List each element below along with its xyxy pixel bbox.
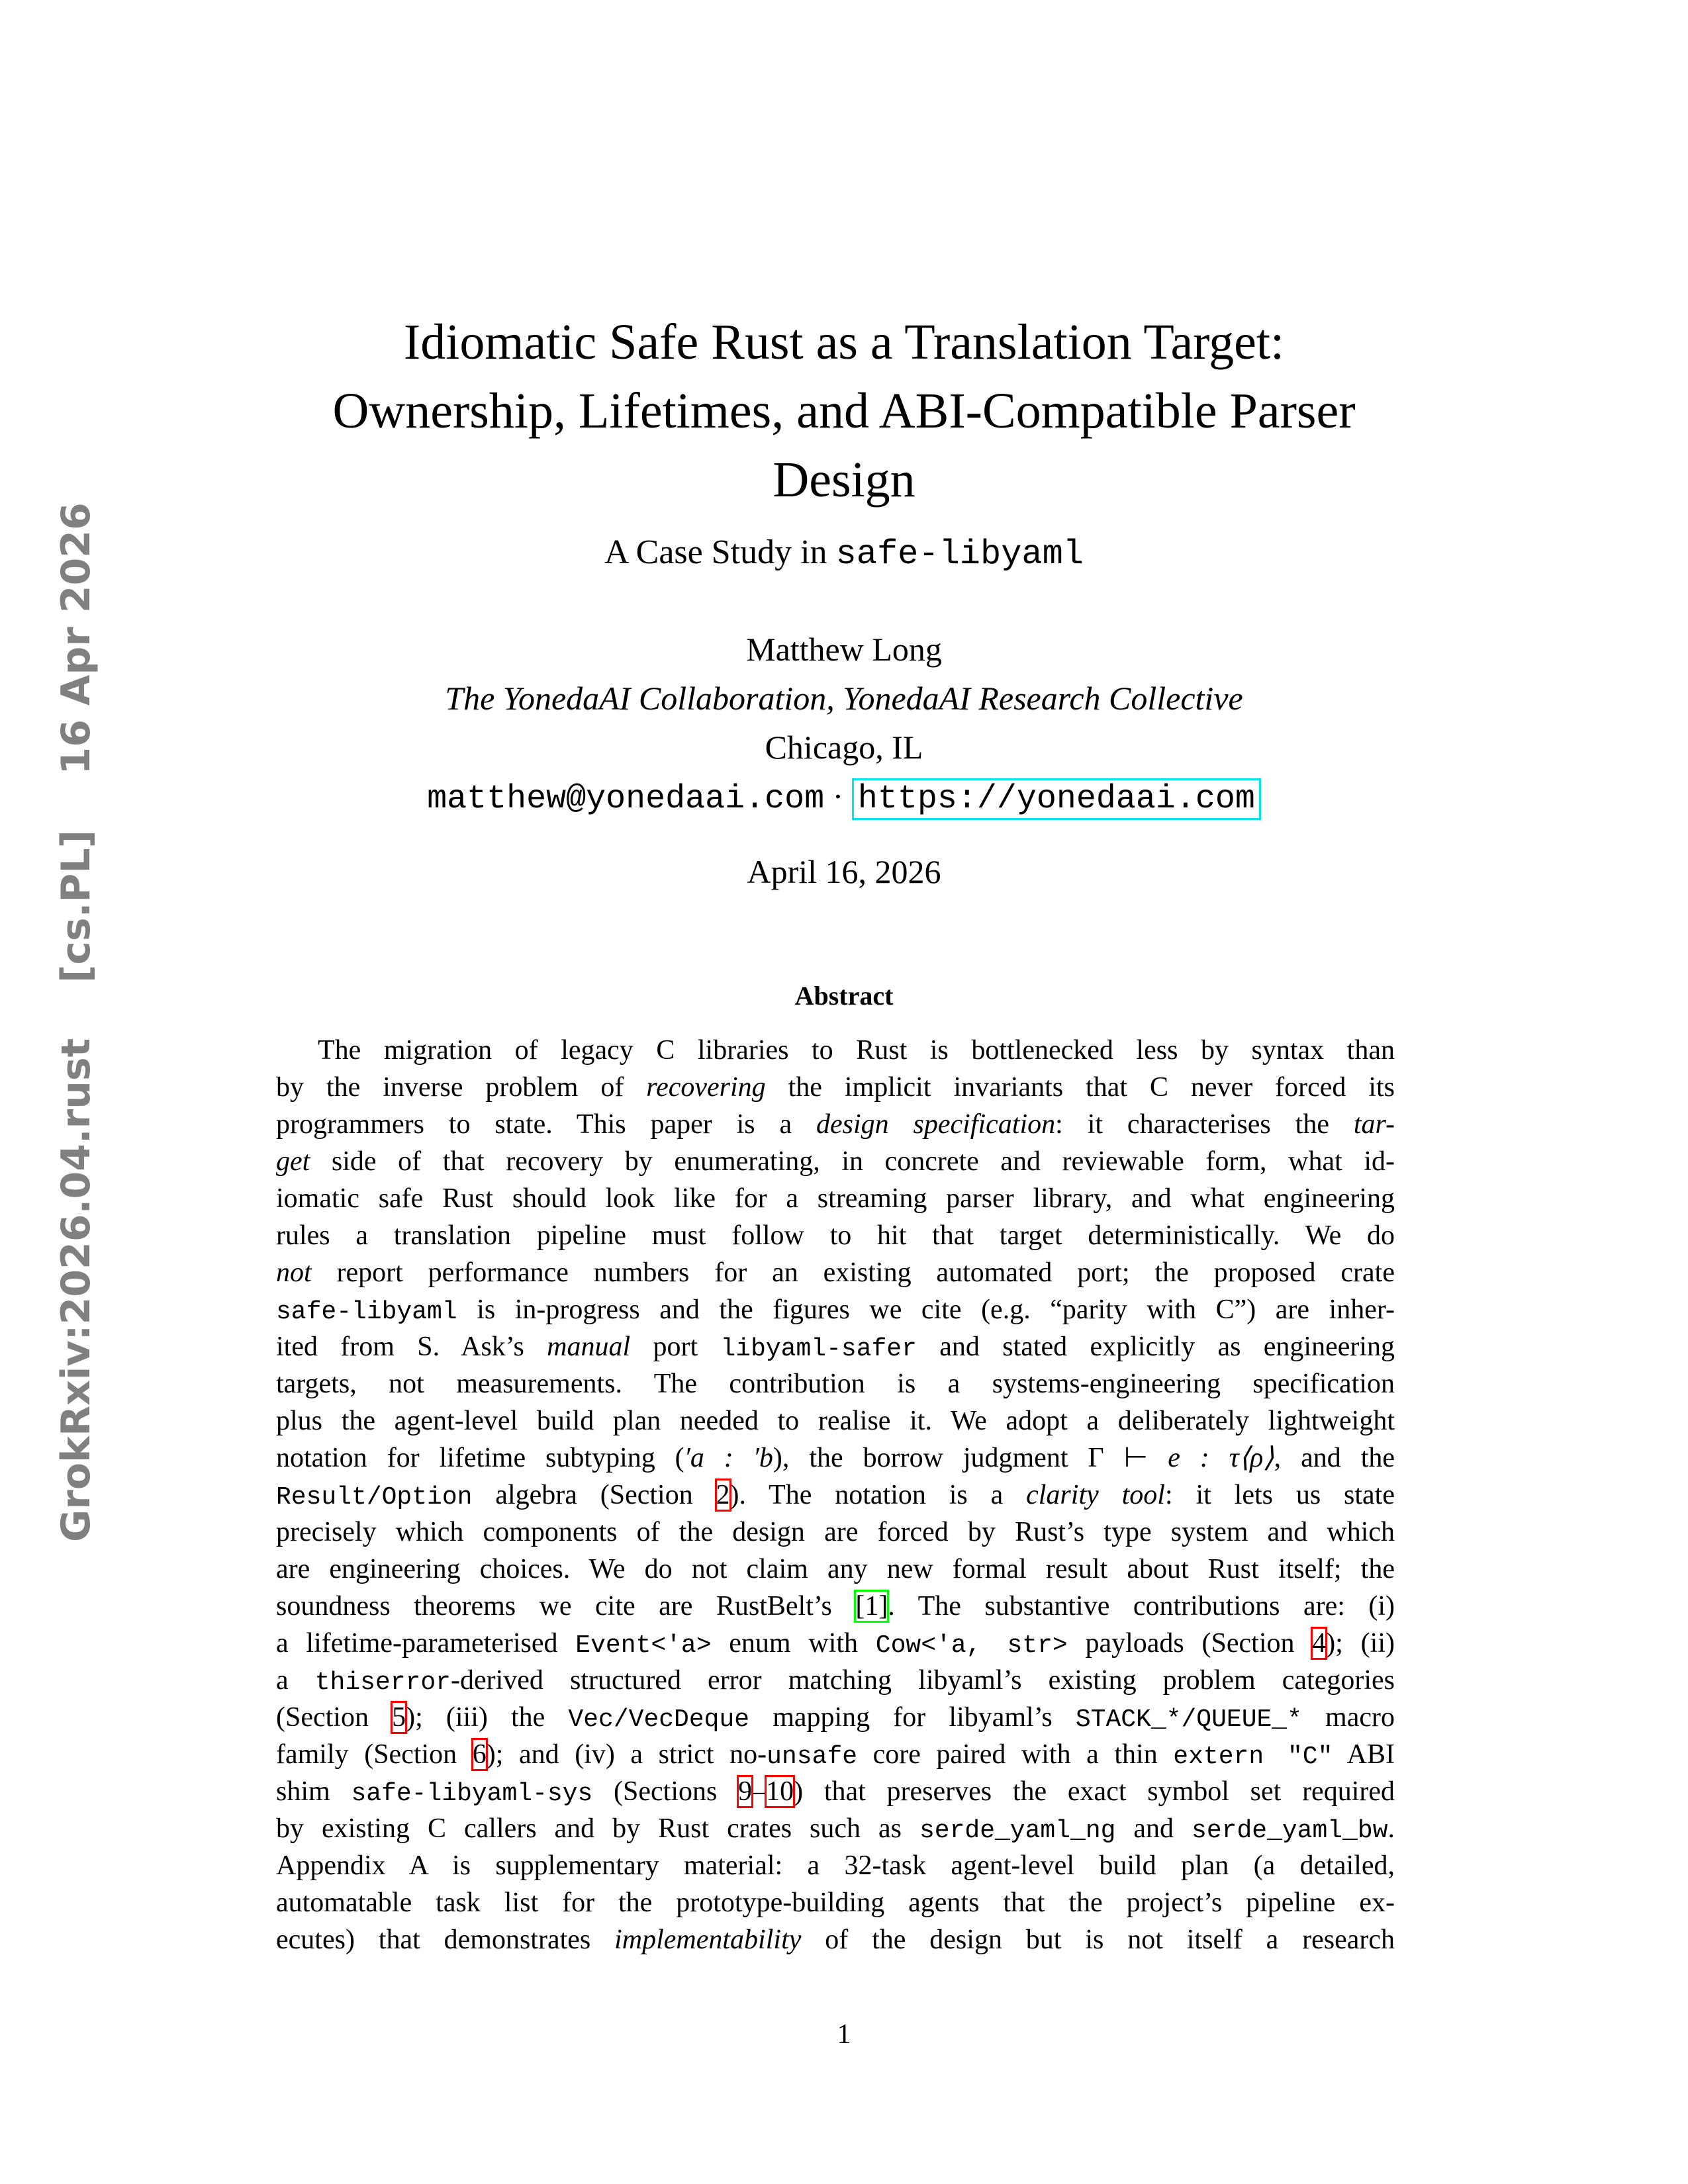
abstract-text: rules a translation pipeline must follow to hit that target deterministically. We do: [276, 1220, 1395, 1251]
abstract-text: (Section: [276, 1702, 393, 1733]
abstract-line: [276, 1032, 1395, 1069]
paper-subtitle: [0, 533, 1688, 574]
inline-code: STACK_*/QUEUE_*: [1075, 1706, 1302, 1734]
abstract-line: [276, 1143, 1395, 1180]
abstract-line: [276, 1662, 1395, 1699]
abstract-text: manual: [547, 1332, 631, 1362]
abstract-text: get: [276, 1146, 310, 1177]
abstract-text: enum with: [711, 1628, 876, 1659]
abstract-text: not: [276, 1257, 312, 1288]
abstract-text: port: [630, 1332, 721, 1362]
abstract-line: [276, 1439, 1395, 1477]
abstract-text: is in-progress and the figures we cite (e.g. “parity with C”) are inher-: [457, 1295, 1395, 1325]
abstract-line: [276, 1069, 1395, 1106]
abstract-text: plus the agent-level build plan needed to realise it. We adopt a deliberately lightweight: [276, 1406, 1395, 1436]
abstract-body: [276, 1032, 1395, 1958]
abstract-text: precisely which components of the design are forced by Rust’s type system and which: [276, 1517, 1395, 1547]
abstract-text: macro: [1301, 1702, 1395, 1733]
inline-code: safe-libyaml-sys: [351, 1780, 593, 1808]
abstract-text: design specification: [816, 1109, 1056, 1140]
abstract-line: [276, 1365, 1395, 1402]
abstract-text: ). The notation is a: [729, 1480, 1027, 1510]
abstract-text: by existing C callers and by Rust crates such as: [276, 1813, 919, 1844]
abstract-text: targets, not measurements. The contribution is a systems-engineering specification: [276, 1369, 1395, 1399]
section-ref-link[interactable]: 4: [1312, 1628, 1327, 1659]
citation-link[interactable]: [1]: [855, 1591, 888, 1621]
section-ref-link[interactable]: 5: [392, 1702, 406, 1733]
abstract-text: (Sections: [592, 1776, 739, 1807]
abstract-line: [276, 1402, 1395, 1439]
inline-code: safe-libyaml: [276, 1298, 457, 1326]
abstract-text: algebra (Section: [472, 1480, 716, 1510]
abstract-text: . The substantive contributions are: (i): [888, 1591, 1395, 1621]
abstract-text: are engineering choices. We do not claim any new formal result about Rust itself; the: [276, 1554, 1395, 1584]
abstract-text: Appendix A is supplementary material: a 32-task agent-level build plan (a detailed,: [276, 1850, 1395, 1881]
abstract-text: a lifetime-parameterised: [276, 1628, 576, 1659]
inline-code: libyaml-safer: [720, 1335, 917, 1363]
abstract-line: [276, 1106, 1395, 1143]
arxiv-sidebar-stamp: GrokRxiv:2026.04.rust [cs.PL] 16 Apr 2026: [53, 502, 99, 1542]
abstract-line: [276, 1699, 1395, 1736]
abstract-text: implementability: [614, 1925, 802, 1955]
inline-code: Vec/VecDeque: [568, 1706, 750, 1734]
abstract-text: iomatic safe Rust should look like for a streaming parser library, and what engineering: [276, 1183, 1395, 1214]
abstract-text: shim: [276, 1776, 352, 1807]
abstract-text: ); (iii) the: [406, 1702, 569, 1733]
paper-date: April 16, 2026: [747, 853, 941, 890]
abstract-text: ABI: [1333, 1739, 1395, 1770]
inline-code: serde_yaml_ng: [919, 1817, 1116, 1845]
abstract-line: [276, 1625, 1395, 1662]
abstract-text: : it characterises the: [1055, 1109, 1354, 1140]
abstract-line: [276, 1254, 1395, 1291]
abstract-text: by the inverse problem of: [276, 1072, 647, 1103]
abstract-text: -derived structured error matching libyaml’s existing problem categories: [450, 1665, 1395, 1696]
inline-code: extern "C": [1173, 1743, 1333, 1771]
title-line: Design: [773, 452, 915, 508]
page-number: 1: [837, 2019, 851, 2050]
separator: ·: [824, 778, 852, 815]
abstract-line: [276, 1810, 1395, 1847]
abstract-text: ); (ii): [1326, 1628, 1395, 1659]
section-ref-link[interactable]: 2: [716, 1480, 730, 1510]
abstract-text: automatable task list for the prototype-building agents that the project’s pipeline ex-: [276, 1888, 1395, 1918]
abstract-line: [276, 1847, 1395, 1884]
abstract-line: [276, 1588, 1395, 1625]
abstract-text: .: [1387, 1813, 1395, 1844]
abstract-text: ited from S. Ask’s: [276, 1332, 547, 1362]
abstract-text: payloads (Section: [1067, 1628, 1313, 1659]
abstract-line: [276, 1477, 1395, 1514]
section-ref-link[interactable]: 10: [766, 1776, 794, 1807]
abstract-text: and stated explicitly as engineering: [916, 1332, 1395, 1362]
subtitle-code: safe-libyaml: [835, 535, 1084, 574]
abstract-heading: Abstract: [794, 981, 894, 1011]
inline-code: serde_yaml_bw: [1192, 1817, 1388, 1845]
abstract-text: ′a : ′b: [684, 1443, 773, 1473]
abstract-text: : it lets us state: [1164, 1480, 1395, 1510]
author-location: Chicago, IL: [765, 729, 923, 766]
abstract-text: notation for lifetime subtyping (: [276, 1443, 684, 1473]
abstract-text: recovering: [646, 1072, 766, 1103]
paper-title: [0, 308, 1688, 514]
section-ref-link[interactable]: 9: [738, 1776, 753, 1807]
abstract-text: the implicit invariants that C never forced its: [765, 1072, 1395, 1103]
inline-code: unsafe: [767, 1743, 857, 1771]
abstract-text: ); and (iv) a strict no-: [486, 1739, 767, 1770]
author-url-link[interactable]: https://yonedaai.com: [852, 778, 1261, 820]
author-name: Matthew Long: [746, 631, 942, 668]
abstract-text: of the design but is not itself a research: [801, 1925, 1395, 1955]
abstract-line: [276, 1180, 1395, 1217]
abstract-line: [276, 1773, 1395, 1810]
abstract-text: ) that preserves the exact symbol set required: [794, 1776, 1395, 1807]
abstract-line: [276, 1921, 1395, 1958]
inline-code: Event<′a>: [575, 1631, 712, 1660]
abstract-line: [276, 1217, 1395, 1254]
abstract-line: [276, 1328, 1395, 1365]
author-block: [0, 625, 1688, 824]
inline-code: thiserror: [314, 1668, 451, 1697]
abstract-text: and: [1115, 1813, 1192, 1844]
abstract-text: –: [752, 1776, 767, 1807]
abstract-line: [276, 1514, 1395, 1551]
abstract-text: The migration of legacy C libraries to Rust is bottlenecked less by syntax than: [318, 1035, 1395, 1066]
abstract-text: a: [276, 1665, 315, 1696]
abstract-text: , and the: [1274, 1443, 1395, 1473]
abstract-line: [276, 1736, 1395, 1773]
section-ref-link[interactable]: 6: [472, 1739, 487, 1770]
abstract-line: [276, 1884, 1395, 1921]
abstract-text: ecutes) that demonstrates: [276, 1925, 615, 1955]
abstract-text: report performance numbers for an existing automated port; the proposed crate: [311, 1257, 1395, 1288]
abstract-text: mapping for libyaml’s: [749, 1702, 1076, 1733]
abstract-text: tar-: [1353, 1109, 1395, 1140]
abstract-text: family (Section: [276, 1739, 473, 1770]
abstract-text: programmers to state. This paper is a: [276, 1109, 817, 1140]
abstract-line: [276, 1551, 1395, 1588]
title-line: Idiomatic Safe Rust as a Translation Target:: [403, 314, 1285, 370]
author-email[interactable]: matthew@yonedaai.com: [427, 780, 825, 818]
abstract-text: core paired with a thin: [857, 1739, 1174, 1770]
inline-code: Cow<′a, str>: [875, 1631, 1068, 1660]
subtitle-text: A Case Study in: [604, 533, 836, 571]
abstract-text: side of that recovery by enumerating, in concrete and reviewable form, what id-: [310, 1146, 1395, 1177]
title-line: Ownership, Lifetimes, and ABI-Compatible Parser: [332, 383, 1356, 439]
abstract-line: [276, 1291, 1395, 1328]
inline-code: Result/Option: [276, 1483, 473, 1512]
abstract-text: soundness theorems we cite are RustBelt’s: [276, 1591, 856, 1621]
abstract-text: clarity tool: [1026, 1480, 1165, 1510]
abstract-text: ), the borrow judgment Γ ⊢: [773, 1443, 1168, 1473]
abstract-text: e : τ⟨ρ⟩: [1168, 1443, 1274, 1473]
author-affiliation: The YonedaAI Collaboration, YonedaAI Research Collective: [445, 680, 1243, 717]
